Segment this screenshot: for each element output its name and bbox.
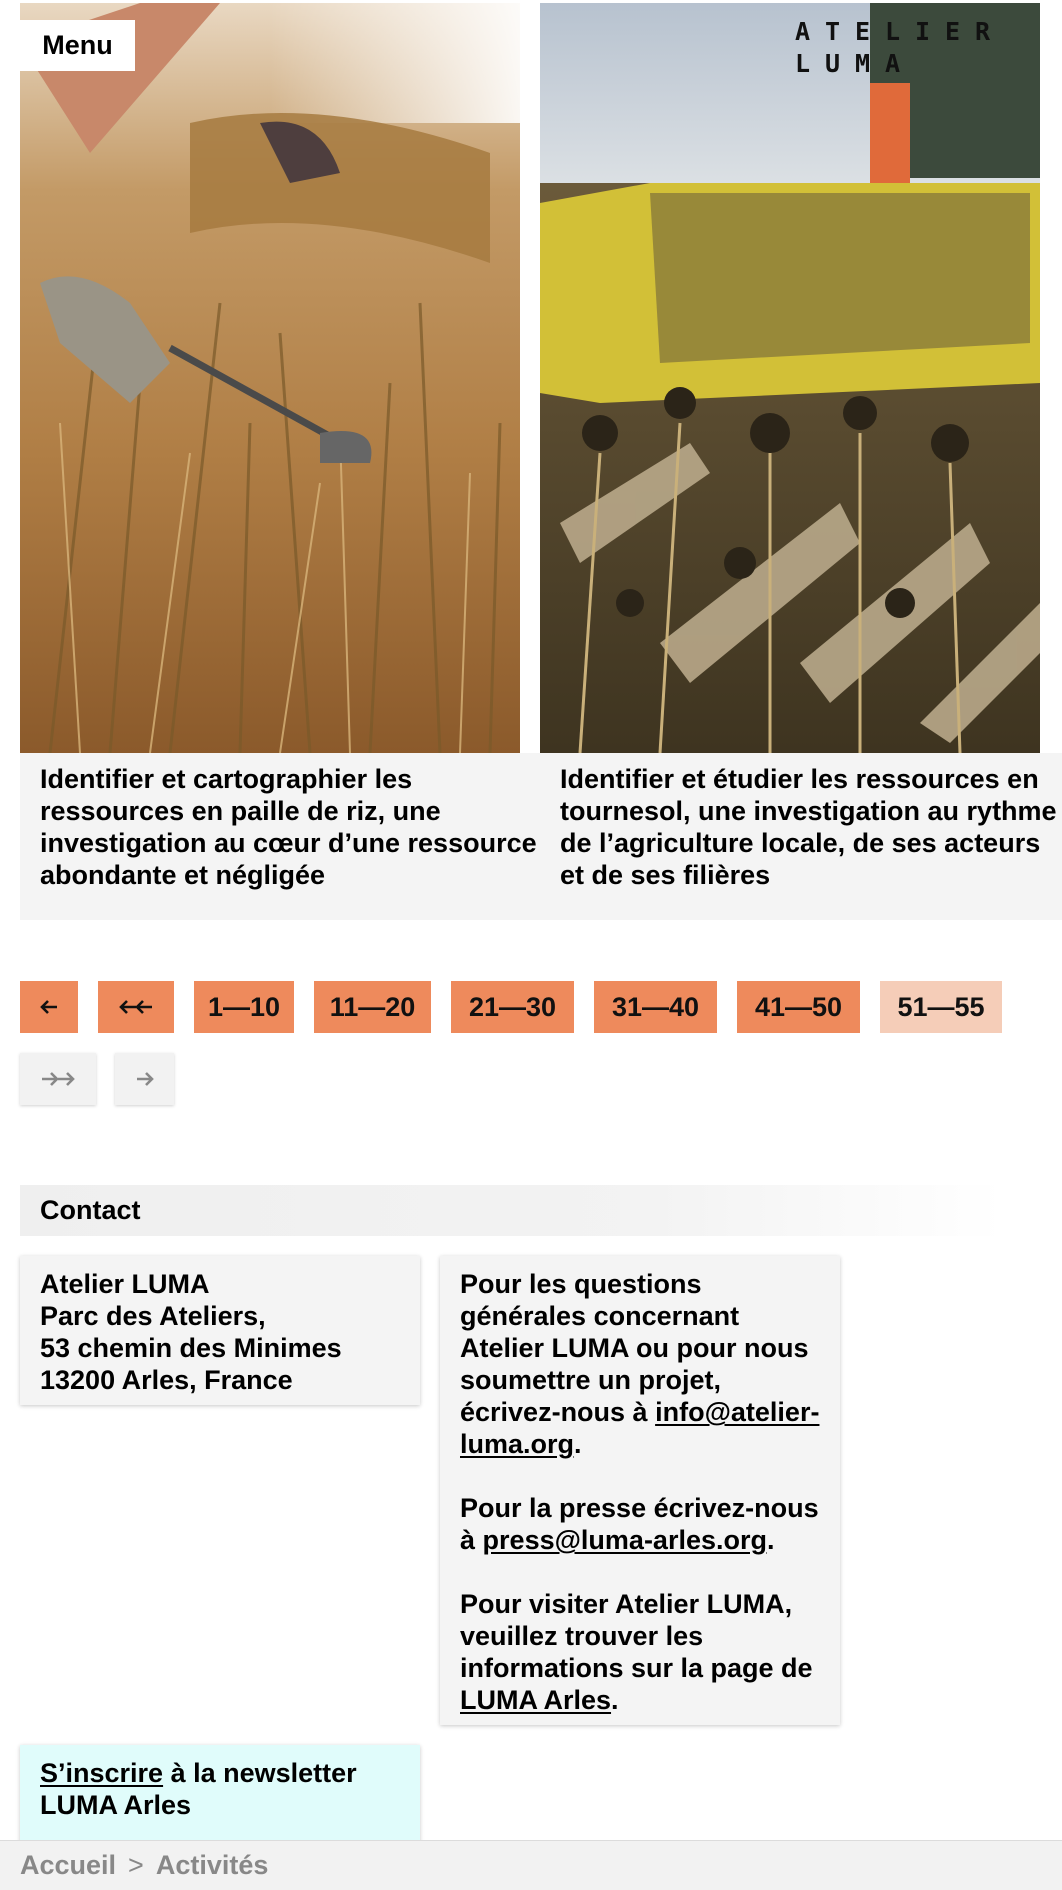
atelier-luma-logo[interactable] — [795, 16, 1009, 80]
logo-letter: L — [795, 49, 829, 78]
address-line: Parc des Ateliers, — [40, 1301, 266, 1331]
visit-info — [460, 1588, 820, 1716]
logo-letter: L — [885, 17, 919, 46]
double-arrow-left-icon — [118, 997, 154, 1017]
sunflower-harvester-photo[interactable] — [540, 3, 1040, 753]
logo-letter: E — [945, 17, 979, 46]
page-range-31-40[interactable]: 31—40 — [594, 981, 717, 1033]
address-line: 53 chemin des Minimes — [40, 1333, 342, 1363]
arrow-left-icon — [39, 997, 59, 1017]
page-range-51-55-current[interactable]: 51—55 — [880, 981, 1002, 1033]
logo-letter: T — [825, 17, 859, 46]
period: . — [766, 1525, 775, 1555]
last-page-button[interactable] — [20, 1053, 96, 1105]
menu-button[interactable]: Menu — [20, 20, 135, 71]
card-title-rice[interactable]: Identifier et cartographier les ressources en paille de riz, une investigation au cœur d’une ressource abondante et négligée — [20, 753, 560, 920]
logo-letter: R — [975, 17, 1009, 46]
page-range-1-10[interactable]: 1—10 — [194, 981, 294, 1033]
arrow-right-icon — [135, 1069, 155, 1089]
logo-letter: E — [855, 17, 889, 46]
card-title-sunflower[interactable]: Identifier et étudier les ressources en tournesol, une investigation au rythme de l’agriculture locale, de ses acteurs et de ses filières — [540, 753, 1062, 920]
first-page-button[interactable] — [98, 981, 174, 1033]
page-range-21-30[interactable]: 21—30 — [451, 981, 574, 1033]
luma-arles-link[interactable]: LUMA Arles — [460, 1685, 612, 1715]
logo-letter: A — [795, 17, 829, 46]
press-inquiries — [460, 1492, 820, 1556]
logo-letter: A — [885, 49, 919, 78]
newsletter-card[interactable] — [20, 1745, 420, 1845]
contact-heading: Contact — [20, 1185, 1003, 1236]
general-text: Pour les questions générales concernant Atelier LUMA ou pour nous soumettre un projet, écrivez-nous à — [460, 1269, 809, 1427]
breadcrumb-separator: > — [128, 1850, 144, 1880]
address-line: Atelier LUMA — [40, 1269, 210, 1299]
period: . — [611, 1685, 619, 1715]
contact-info-card — [440, 1256, 840, 1725]
general-email-link[interactable]: info@atelier-luma.org — [460, 1397, 820, 1459]
page-range-41-50[interactable]: 41—50 — [737, 981, 860, 1033]
prev-page-button[interactable] — [20, 981, 78, 1033]
newsletter-text: à la newsletter LUMA Arles — [40, 1758, 357, 1820]
visit-text: Pour visiter Atelier LUMA, veuillez trouver les informations sur la page de — [460, 1589, 813, 1683]
double-arrow-right-icon — [40, 1069, 76, 1089]
address-card — [20, 1256, 420, 1405]
breadcrumb-home[interactable]: Accueil — [20, 1850, 117, 1880]
press-email-link[interactable]: press@luma-arles.org — [482, 1525, 767, 1555]
logo-letter: I — [915, 17, 949, 46]
newsletter-signup-link[interactable]: S’inscrire — [40, 1758, 164, 1788]
rice-straw-harvest-photo[interactable] — [20, 3, 520, 753]
next-page-button[interactable] — [115, 1053, 174, 1105]
breadcrumb-activites[interactable]: Activités — [155, 1850, 269, 1880]
general-inquiries — [460, 1268, 820, 1460]
logo-letter: U — [825, 49, 859, 78]
press-text: Pour la presse écrivez-nous à — [460, 1493, 819, 1555]
address-line: 13200 Arles, France — [40, 1365, 293, 1395]
logo-letter: M — [855, 49, 889, 78]
page-range-11-20[interactable]: 11—20 — [314, 981, 431, 1033]
period: . — [574, 1429, 582, 1459]
breadcrumb — [0, 1840, 1062, 1890]
